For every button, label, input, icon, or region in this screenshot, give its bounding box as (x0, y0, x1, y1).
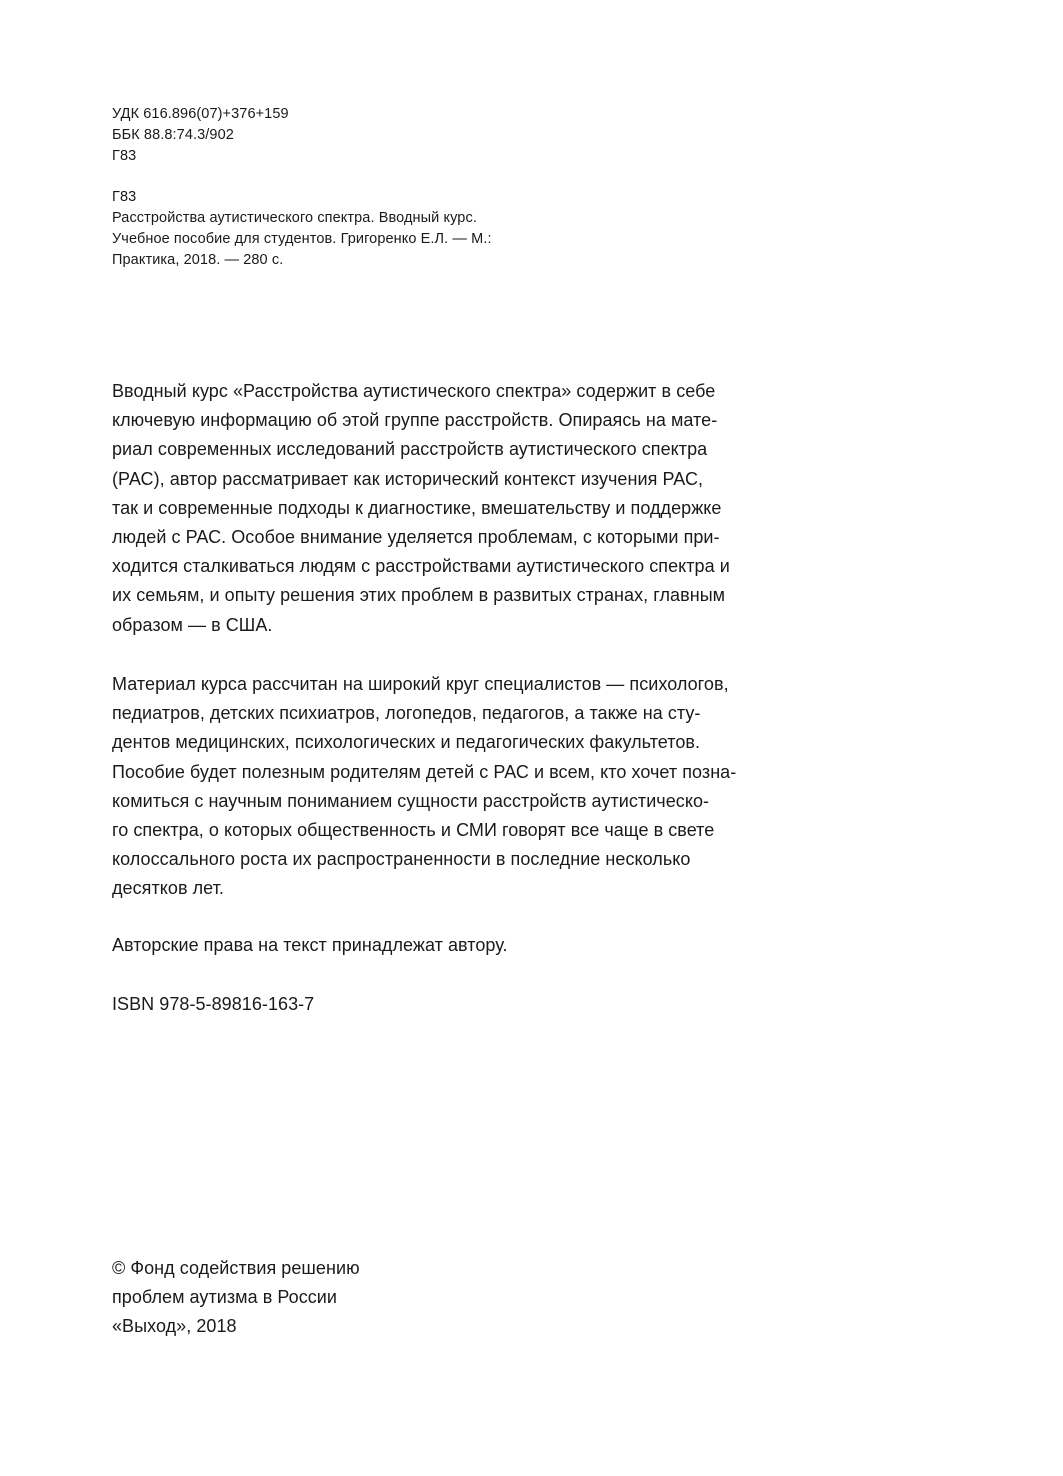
classification-codes (112, 104, 289, 167)
author-mark: Г83 (112, 148, 137, 164)
annotation-paragraph (112, 377, 730, 640)
copyright-line: © Фонд содействия решению (112, 1258, 360, 1278)
audience-paragraph (112, 670, 736, 904)
audience-line: дентов медицинских, психологических и педагогических факультетов. (112, 732, 701, 753)
annotation-line: риал современных исследований расстройств аутистического спектра (112, 439, 708, 460)
bbk-code: ББК 88.8:74.3/902 (112, 127, 234, 143)
audience-line: Пособие будет полезным родителям детей с РАС и всем, кто хочет позна- (112, 761, 737, 782)
annotation-line: Вводный курс «Расстройства аутистического спектра» содержит в себе (112, 381, 716, 401)
udk-code: УДК 616.896(07)+376+159 (112, 106, 289, 122)
rights-text: Авторские права на текст принадлежат автору. (112, 935, 508, 955)
annotation-line: их семьям, и опыту решения этих проблем в развитых странах, главным (112, 585, 726, 606)
bibliographic-code: Г83 (112, 189, 137, 205)
bibliographic-line: Учебное пособие для студентов. Григоренко Е.Л. — М.: (112, 231, 492, 247)
audience-line: десятков лет. (112, 878, 224, 899)
audience-line: Материал курса рассчитан на широкий круг специалистов — психологов, (112, 674, 729, 694)
audience-line: колоссального роста их распространенности в последние несколько (112, 849, 691, 870)
isbn-block (112, 990, 314, 1019)
copyright-line: «Выход», 2018 (112, 1316, 237, 1337)
bibliographic-line: Расстройства аутистического спектра. Вводный курс. (112, 210, 477, 226)
annotation-line: людей с РАС. Особое внимание уделяется проблемам, с которыми при- (112, 527, 720, 548)
annotation-line: образом — в США. (112, 614, 273, 635)
annotation-line: так и современные подходы к диагностике, вмешательству и поддержке (112, 497, 722, 518)
annotation-line: ключевую информацию об этой группе расстройств. Опираясь на мате- (112, 410, 718, 431)
audience-line: комиться с научным пониманием сущности расстройств аутистическо- (112, 790, 710, 811)
isbn-number: ISBN 978-5-89816-163-7 (112, 994, 315, 1014)
rights-notice (112, 931, 508, 960)
annotation-line: ходится сталкиваться людям с расстройствами аутистического спектра и (112, 556, 730, 577)
bibliographic-record (112, 187, 492, 271)
bibliographic-line: Практика, 2018. — 280 с. (112, 252, 284, 268)
audience-line: педиатров, детских психиатров, логопедов, педагогов, а также на сту- (112, 703, 701, 724)
annotation-line: (РАС), автор рассматривает как исторический контекст изучения РАС, (112, 468, 704, 489)
audience-line: го спектра, о которых общественность и СМИ говорят все чаще в свете (112, 820, 715, 841)
copyright-line: проблем аутизма в России (112, 1287, 338, 1308)
copyright-notice (112, 1254, 360, 1342)
